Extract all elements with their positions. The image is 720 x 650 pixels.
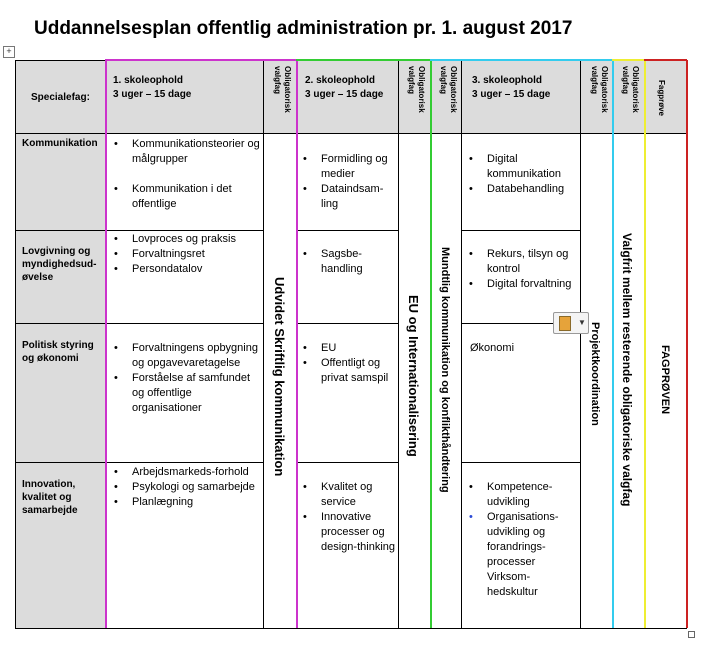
- row-label-politisk-styring: Politisk styring og økonomi: [22, 340, 94, 364]
- row2-ophold3-list: [465, 247, 579, 292]
- fagprove-header: Fagprøve: [657, 80, 666, 117]
- document-title: Uddannelsesplan offentlig administration pr. 1. august 2017: [34, 18, 573, 39]
- yellow-top-line: [612, 59, 644, 61]
- vertical-text-projekt: Projektkoordination: [589, 322, 601, 426]
- list-item: • Lovproces og praksis: [110, 232, 260, 247]
- list-item: • Psykologi og samarbejde: [110, 480, 260, 495]
- valgfag-header-c: Obligatorisk valgfag: [439, 66, 458, 113]
- row1-ophold3-list: [465, 152, 579, 197]
- row-divider: [462, 230, 580, 231]
- row-divider: [297, 323, 399, 324]
- column-divider: [15, 60, 16, 628]
- list-item: • Databehandling: [465, 182, 579, 197]
- row1-ophold1-list: [110, 137, 260, 212]
- column-divider: [461, 60, 462, 628]
- row4-ophold3-list: [465, 480, 577, 600]
- column-divider: [580, 60, 581, 628]
- list-item: • EU: [299, 341, 395, 356]
- table-border-bottom: [15, 628, 687, 629]
- row-divider: [297, 462, 399, 463]
- list-item: • Organisations-udvikling og forandrings-processer Virksom-hedskultur: [465, 510, 577, 600]
- row4-ophold2-list: [299, 480, 395, 555]
- row3-ophold1-list: [110, 341, 260, 416]
- list-item: • Formidling og medier: [299, 152, 395, 182]
- header-bottom-line: [15, 133, 687, 134]
- row-divider: [15, 230, 263, 231]
- row1-ophold2-list: [299, 152, 395, 212]
- row-label-lovgivning: Lovgivning og myndighedsud-øvelse: [22, 246, 97, 283]
- row2-ophold1-list: [110, 232, 260, 277]
- vertical-text-fagproven: FAGPRØVEN: [659, 345, 671, 415]
- row-divider: [15, 462, 263, 463]
- clipboard-icon: [559, 316, 571, 331]
- row-label-kommunikation: Kommunikation: [22, 138, 98, 149]
- list-item: • Forståelse af samfundet og offentlige organisationer: [110, 371, 260, 416]
- cyan-column-line: [612, 60, 614, 628]
- list-item: • Sagsbe-handling: [299, 247, 395, 277]
- ophold3-duration: 3 uger – 15 dage: [472, 89, 551, 100]
- valgfag-header-e: Obligatorisk valgfag: [621, 66, 640, 113]
- list-item: • Planlægning: [110, 495, 260, 510]
- ophold2-duration: 3 uger – 15 dage: [305, 89, 384, 100]
- column-divider: [263, 60, 264, 628]
- vertical-text-valgfrit: Valgfrit mellem resterende obligatoriske valgfag: [620, 233, 634, 507]
- magenta-top-line: [105, 59, 296, 61]
- green-column-line: [430, 60, 432, 628]
- ophold1-duration: 3 uger – 15 dage: [113, 89, 192, 100]
- ophold3-header: [472, 74, 550, 102]
- specialefag-header: Specialefag:: [31, 92, 90, 103]
- list-item: • Kvalitet og service: [299, 480, 395, 510]
- row4-ophold1-list: [110, 465, 260, 510]
- red-top-line: [644, 59, 687, 61]
- column-divider: [398, 60, 399, 628]
- vertical-text-skriftlig: Udvidet Skriftlig kommunikation: [272, 277, 287, 477]
- ophold2-header: [305, 74, 383, 102]
- row-divider: [297, 230, 399, 231]
- cyan-top-line: [430, 59, 612, 61]
- list-item: • Digital forvaltning: [465, 277, 579, 292]
- list-item: • Forvaltningsret: [110, 247, 260, 262]
- list-item: • Arbejdsmarkeds-forhold: [110, 465, 260, 480]
- vertical-text-mundtlig: Mundtlig kommunikation og konflikthåndtering: [439, 247, 451, 493]
- list-item: • Digital kommunikation: [465, 152, 579, 182]
- row-divider: [462, 462, 580, 463]
- list-item: • Rekurs, tilsyn og kontrol: [465, 247, 579, 277]
- magenta-column-line: [296, 60, 298, 628]
- specialefag-column-bg: [15, 133, 106, 629]
- green-top-line: [296, 59, 430, 61]
- magenta-column-line: [105, 60, 107, 628]
- valgfag-header-a: Obligatorisk valgfag: [273, 66, 292, 113]
- ophold2-title: 2. skoleophold: [305, 75, 376, 86]
- ophold1-title: 1. skoleophold: [113, 75, 184, 86]
- row3-ophold3-text: Økonomi: [470, 342, 515, 354]
- list-item: • Kompetence-udvikling: [465, 480, 577, 510]
- row-label-innovation: Innovation, kvalitet og samarbejde: [22, 479, 78, 516]
- valgfag-header-d: Obligatorisk valgfag: [590, 66, 609, 113]
- list-item: • Forvaltningens opbygning og opgavevaretagelse: [110, 341, 260, 371]
- vertical-text-eu: EU og Internationalisering: [406, 295, 421, 457]
- paste-options-button[interactable]: [553, 312, 589, 334]
- yellow-column-line: [644, 60, 646, 628]
- chevron-down-icon: ▼: [578, 318, 586, 327]
- row3-ophold2-list: [299, 341, 395, 386]
- table-resize-handle[interactable]: [688, 631, 695, 638]
- row-divider: [15, 323, 263, 324]
- list-item: • Kommunikationsteorier og målgrupper: [110, 137, 260, 167]
- ophold1-header: [113, 74, 191, 102]
- red-column-line: [686, 60, 688, 628]
- valgfag-header-b: Obligatorisk valgfag: [407, 66, 426, 113]
- list-item: • Offentligt og privat samspil: [299, 356, 395, 386]
- list-item: • Innovative processer og design-thinking: [299, 510, 395, 555]
- list-item: • Persondatalov: [110, 262, 260, 277]
- table-move-handle-icon[interactable]: +: [3, 46, 15, 58]
- list-item: • Kommunikation i det offentlige: [110, 182, 260, 212]
- list-item: • Dataindsam-ling: [299, 182, 395, 212]
- row2-ophold2-list: [299, 247, 395, 277]
- ophold3-title: 3. skoleophold: [472, 75, 543, 86]
